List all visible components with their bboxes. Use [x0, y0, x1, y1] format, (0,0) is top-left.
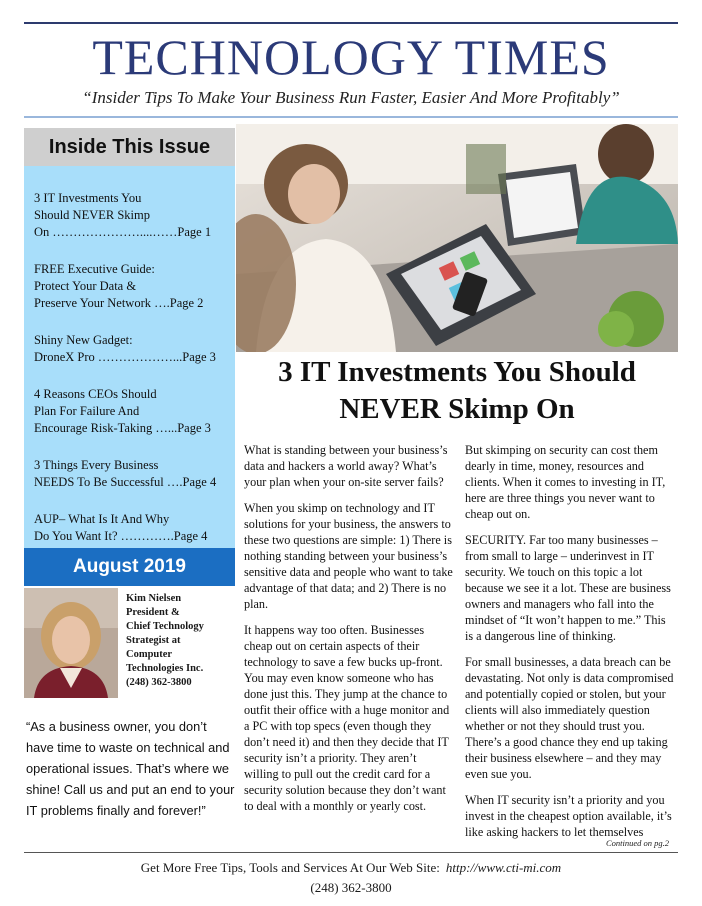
author-title: President & [126, 607, 180, 618]
author-company: Technologies Inc. [126, 663, 204, 674]
article-paragraph: SECURITY. Far too many businesses – from small to large – underinvest in IT security. We touch on this topic a lot because we see it a lot. These are business owners and managers who fall into the mindset of “It won’t happen to me.” This is a dangerous line of thinking. [465, 533, 671, 643]
sidebar-quote: “As a business owner, you don’t have time to waste on technical and operational issues. That’s where we shine! Call us and put an end to your IT problems finally and forever!” [26, 719, 235, 818]
toc-item[interactable]: 3 Things Every Business NEEDS To Be Successful ….Page 4 [34, 458, 217, 489]
toc-item[interactable]: FREE Executive Guide: Protect Your Data & Preserve Your Network ….Page 2 [34, 262, 204, 310]
issue-date: August 2019 [24, 548, 235, 586]
footer-rule [24, 852, 678, 853]
article-column-1 [244, 442, 454, 824]
author-title: Chief Technology [126, 621, 204, 632]
hero-image [236, 124, 678, 352]
masthead-rule [24, 116, 678, 118]
toc-item[interactable]: 3 IT Investments You Should NEVER Skimp On …………………....……Page 1 [34, 191, 212, 239]
footer-text: Get More Free Tips, Tools and Services At Our Web Site: [140, 860, 440, 875]
article-paragraph: What is standing between your business’s data and hackers a world away? What’s your plan when your on-site server fails? [244, 443, 448, 489]
article-paragraph: But skimping on security can cost them dearly in time, money, resources and clients. When it comes to investing in IT, here are three things you never want to cheap out on. [465, 443, 666, 521]
toc-item[interactable]: 4 Reasons CEOs Should Plan For Failure And Encourage Risk-Taking …...Page 3 [34, 387, 211, 435]
article-paragraph: When IT security isn’t a priority and you invest in the cheapest option available, it’s like asking hackers to let themselves [465, 793, 672, 839]
toc-item[interactable]: Shiny New Gadget: DroneX Pro ………………...Page 3 [34, 333, 216, 364]
article-column-2 [465, 442, 675, 850]
article-headline: 3 IT Investments You Should NEVER Skimp On [278, 356, 636, 425]
author-photo [24, 588, 118, 698]
article-paragraph: When you skimp on technology and IT solutions for your business, the answers to these two questions are simple: 1) There is nothing standing between your business’s sensitive data and people who want to take advantage of that data; and 2) There is no plan. [244, 501, 453, 611]
top-rule [24, 22, 678, 24]
author-title: Strategist at [126, 635, 181, 646]
article-paragraph: It happens way too often. Businesses cheap out on certain aspects of their technology to save a few bucks up-front. You may even know someone who has done just this. They jump at the chance to outfit their office with a huge monitor and a PC with top specs (even though they don’t need it) and then they decide that IT security isn’t a priority. They aren’t willing to pull out the credit card for a security solution because they don’t want to deal with a monthly or yearly cost. [244, 623, 450, 813]
masthead-tagline: “Insider Tips To Make Your Business Run Faster, Easier And More Profitably” [82, 88, 620, 107]
table-of-contents [24, 166, 235, 548]
footer-line [24, 860, 678, 876]
article-paragraph: For small businesses, a data breach can be devastating. Not only is data compromised and potentially copied or stolen, but your clients will also immediately question whether or not they should trust you. There’s a good chance they end up taking their business elsewhere – and they may even sue you. [465, 655, 674, 781]
footer-phone: (248) 362-3800 [310, 880, 392, 895]
author-bio [126, 592, 236, 690]
masthead-title: TECHNOLOGY TIMES [92, 29, 610, 85]
continued-note: Continued on pg.2 [606, 838, 670, 848]
inside-this-issue-header: Inside This Issue [24, 128, 235, 166]
website-link[interactable]: http://www.cti-mi.com [445, 860, 562, 875]
toc-item[interactable]: AUP– What Is It And Why Do You Want It? ………….Page 4 [34, 512, 208, 543]
author-company: Computer [126, 649, 173, 660]
author-phone: (248) 362-3800 [126, 677, 192, 688]
author-name: Kim Nielsen [126, 593, 182, 604]
